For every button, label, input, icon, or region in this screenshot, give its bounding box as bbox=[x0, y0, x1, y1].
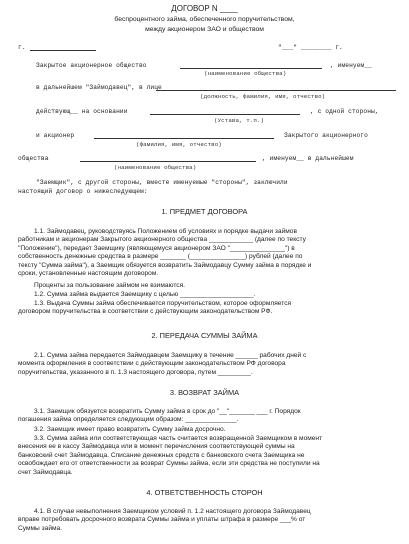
parties-line3-right: , с одной стороны, bbox=[310, 108, 379, 115]
parties-line4-right: Закрытого акционерного bbox=[284, 132, 368, 139]
clause-3-3-line: счет Займодавца. bbox=[18, 468, 73, 476]
clause-1-2: 1.2. Сумма займа выдается Заемщику с целью ____________________. bbox=[34, 291, 256, 298]
clause-4-1-line: 4.1. В случае невыполнения Заемщиком условий п. 1.2 настоящего договора Займодавец bbox=[34, 508, 311, 515]
representative-blank bbox=[156, 90, 396, 91]
clause-3-3-line: 3.3. Сумма займа или соответствующая часть считается возвращенной Заемщиком в момент bbox=[34, 435, 323, 442]
clause-2-1-line: поручительства, указанного в п. 1.3 настоящего договора, путем _________. bbox=[18, 368, 253, 376]
clause-1-1 bbox=[18, 228, 396, 278]
section-1-title: 1. ПРЕДМЕТ ДОГОВОРА bbox=[161, 207, 248, 216]
parties-line1-right: , именуем__ bbox=[330, 62, 372, 69]
city-blank bbox=[30, 50, 96, 51]
parties-line2-left: в дальнейшем "Займодавец", в лице bbox=[36, 84, 162, 91]
clause-1-3-line: 1.3. Выдача Суммы займа обеспечивается поручительством, которое оформляется bbox=[34, 300, 292, 307]
clause-3-3-line: банковский счет Займодавца. Списание денежных средств с банковского счета Заемщика не bbox=[18, 451, 305, 459]
parties-line7: настоящий договор о нижеследующем: bbox=[18, 188, 148, 195]
document-subtitle-line2: между акционером ЗАО и обществом bbox=[145, 26, 264, 33]
clause-1-3-line: договором поручительства в соответствии с действующим законодательством РФ. bbox=[18, 308, 273, 316]
clause-4-1-line: Суммы займа. bbox=[18, 524, 63, 532]
clause-1-1-line: работникам и акционерам Закрытого акционерного общества ____________ (далее по тексту bbox=[18, 236, 306, 244]
hint-representative: (должность, фамилия, имя, отчество) bbox=[200, 93, 326, 100]
clause-3-3 bbox=[18, 435, 396, 477]
section-3-title: 3. ВОЗВРАТ ЗАЙМА bbox=[169, 388, 240, 397]
document-subtitle-line1: беспроцентного займа, обеспеченного поручительством, bbox=[114, 16, 295, 23]
no-interest-clause: Проценты за пользование займом не взимаются. bbox=[34, 282, 185, 289]
clause-2-1-line: 2.1. Сумма займа передается Займодавцем Заемщику в течение ______ рабочих дней с bbox=[34, 352, 307, 359]
clause-4-1-line: вправе потребовать досрочного возврата Суммы займа и уплаты штрафа в размере ___% от bbox=[18, 516, 306, 524]
clause-3-3-line: освобождает его от ответственности за возврат Суммы займа, если эти средства не поступили на bbox=[18, 460, 320, 468]
clause-3-1-line: погашения займа определяется следующим образом: ______________. bbox=[18, 416, 239, 424]
clause-1-1-line: тексту "Сумма займа"), а Заемщик обязуется возвратить Займодавцу Сумму займа в порядке и bbox=[18, 261, 312, 269]
shareholder-name-blank bbox=[94, 138, 274, 139]
clause-1-1-line: "Положение"), передает Заемщику (являющемуся акционером ЗАО "_______________") в bbox=[18, 244, 295, 252]
clause-3-1 bbox=[18, 408, 396, 425]
hint-shareholder-name: (фамилия, имя, отчество) bbox=[136, 141, 222, 148]
clause-3-3-line: внесения ее в кассу Займодавца или в момент перечисления соответствующей суммы на bbox=[18, 443, 295, 451]
society-name-blank bbox=[80, 161, 256, 162]
authority-basis-blank bbox=[150, 114, 300, 115]
clause-1-1-line: сроки, установленные настоящим договором. bbox=[18, 270, 159, 278]
parties-line6: "Заемщик", с другой стороны, вместе именуемые "стороны", заключили bbox=[36, 179, 288, 186]
city-prefix: г. bbox=[18, 44, 26, 51]
parties-line5-right: , именуем__ в дальнейшем bbox=[262, 155, 354, 162]
parties-line5-left: общества bbox=[18, 155, 49, 162]
clause-3-1-line: 3.1. Заемщик обязуется возвратить Сумму займа в срок до "__"_______ ___ г. Порядок bbox=[34, 408, 301, 415]
parties-line3-left: действующ__ на основании bbox=[36, 108, 128, 115]
clause-4-1 bbox=[18, 508, 396, 533]
clause-2-1-line: момента оформления в соответствии с действующим законодательством РФ договора bbox=[18, 360, 286, 368]
section-2-title: 2. ПЕРЕДАЧА СУММЫ ЗАЙМА bbox=[151, 331, 258, 340]
hint-society-name: (наименование общества) bbox=[114, 164, 197, 171]
company-name-blank bbox=[180, 68, 322, 69]
clause-2-1 bbox=[18, 352, 396, 377]
parties-line4-left: и акционер bbox=[36, 132, 75, 139]
document-title: ДОГОВОР N ____ bbox=[171, 4, 238, 13]
clause-1-3 bbox=[18, 300, 396, 317]
clause-1-1-line: 1.1. Займодавец, руководствуясь Положением об условиях и порядке выдачи займов bbox=[34, 228, 297, 235]
clause-1-1-line: собственность денежные средства в размере _______ (_______________) рублей (далее по bbox=[18, 253, 303, 261]
hint-authority-basis: (Устава, т.п.) bbox=[214, 117, 265, 124]
contract-date: "___" ________ г. bbox=[278, 44, 343, 51]
clause-3-2: 3.2. Заемщик имеет право возвратить Сумму займа досрочно. bbox=[34, 426, 226, 433]
parties-line1-left: Закрытое акционерное общество bbox=[36, 62, 147, 69]
hint-company-name: (наименование общества) bbox=[204, 70, 287, 77]
section-4-title: 4. ОТВЕТСТВЕННОСТЬ СТОРОН bbox=[146, 488, 263, 497]
